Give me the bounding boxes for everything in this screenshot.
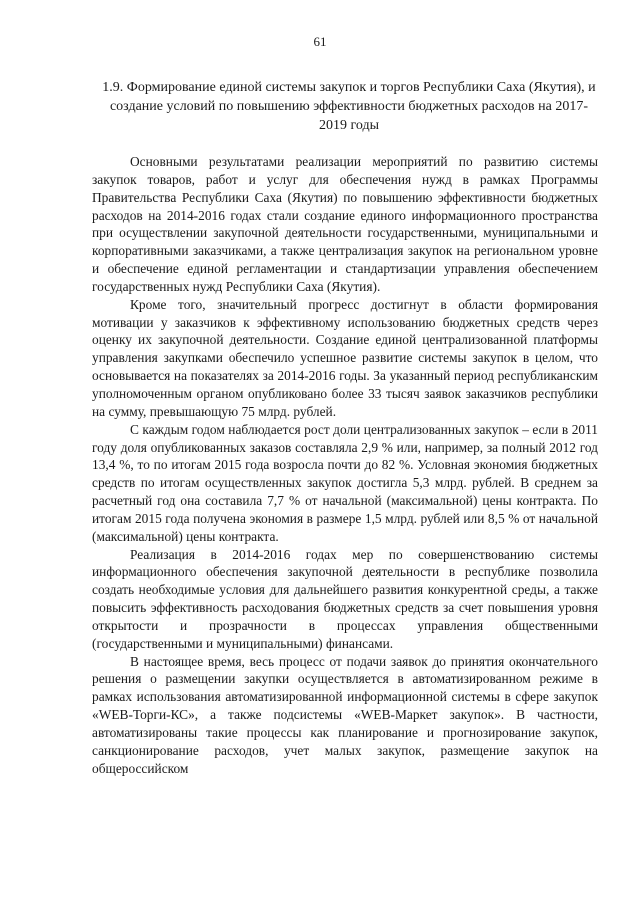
page-number: 61 bbox=[313, 34, 327, 49]
body-text bbox=[92, 153, 598, 778]
paragraph-centralization-growth: С каждым годом наблюдается рост доли централизованных закупок – если в 2011 году доля опубликованных заказов составляла 2,9 % или, например, за полный 2012 год 13,4 %, то по итогам 2015 года возросла почти до 82 %. Условная экономия бюджетных средств по итогам осуществленных закупок достигла 5,3 млрд. рублей. В среднем за расчетный год она составила 7,7 % от начальной (максимальной) цены контракта. По итогам 2015 года получена экономия в размере 1,5 млрд. рублей или 8,5 % от начальной (максимальной) цены контракта. bbox=[92, 421, 598, 544]
paragraph-automation: В настоящее время, весь процесс от подачи заявок до принятия окончательного решения о размещении закупки осуществляется в автоматизированном режиме в рамках использования автоматизированной информационной системы в сфере закупок «WEB-Торги-КС», а также подсистемы «WEB-Маркет закупок». В частности, автоматизированы такие процессы как планирование и прогнозирование закупок, санкционирование расходов, учет малых закупок, размещение закупок на общероссийском bbox=[92, 653, 598, 776]
paragraph-information-support: Реализация в 2014-2016 годах мер по совершенствованию системы информационного обеспечения закупочной деятельности в республике позволила создать необходимые условия для дальнейшего развития конкурентной среды, а также повысить эффективность расходования бюджетных средств за счет повышения уровня открытости и прозрачности в процессах управления общественными (государственными и муниципальными) финансами. bbox=[92, 546, 598, 651]
paragraph-motivation: Кроме того, значительный прогресс достигнут в области формирования мотивации у заказчиков к эффективному использованию бюджетных средств через оценку их закупочной деятельности. Создание единой централизованной платформы управления закупками обеспечило успешное развитие системы закупок в целом, что основывается на показателях за 2014-2016 годы. За указанный период республиканским уполномоченным органом опубликовано более 33 тысяч заявок заказчиков республики на сумму, превышающую 75 млрд. рублей. bbox=[92, 296, 598, 419]
paragraph-results: Основными результатами реализации мероприятий по развитию системы закупок товаров, работ и услуг для обеспечения нужд в рамках Программы Правительства Республики Саха (Якутия) по повышению эффективности бюджетных расходов на 2014-2016 годах стали создание единого информационного пространства при осуществлении закупочной деятельности государственными, муниципальными и корпоративными заказчиками, а также централизация закупок на региональном уровне и обеспечение единой регламентации и стандартизации управления обеспечением государственных нужд Республики Саха (Якутия). bbox=[92, 154, 598, 294]
section-heading: 1.9. Формирование единой системы закупок и торгов Республики Саха (Якутия), и создание условий по повышению эффективности бюджетных расходов на 2017-2019 годы bbox=[102, 80, 596, 133]
